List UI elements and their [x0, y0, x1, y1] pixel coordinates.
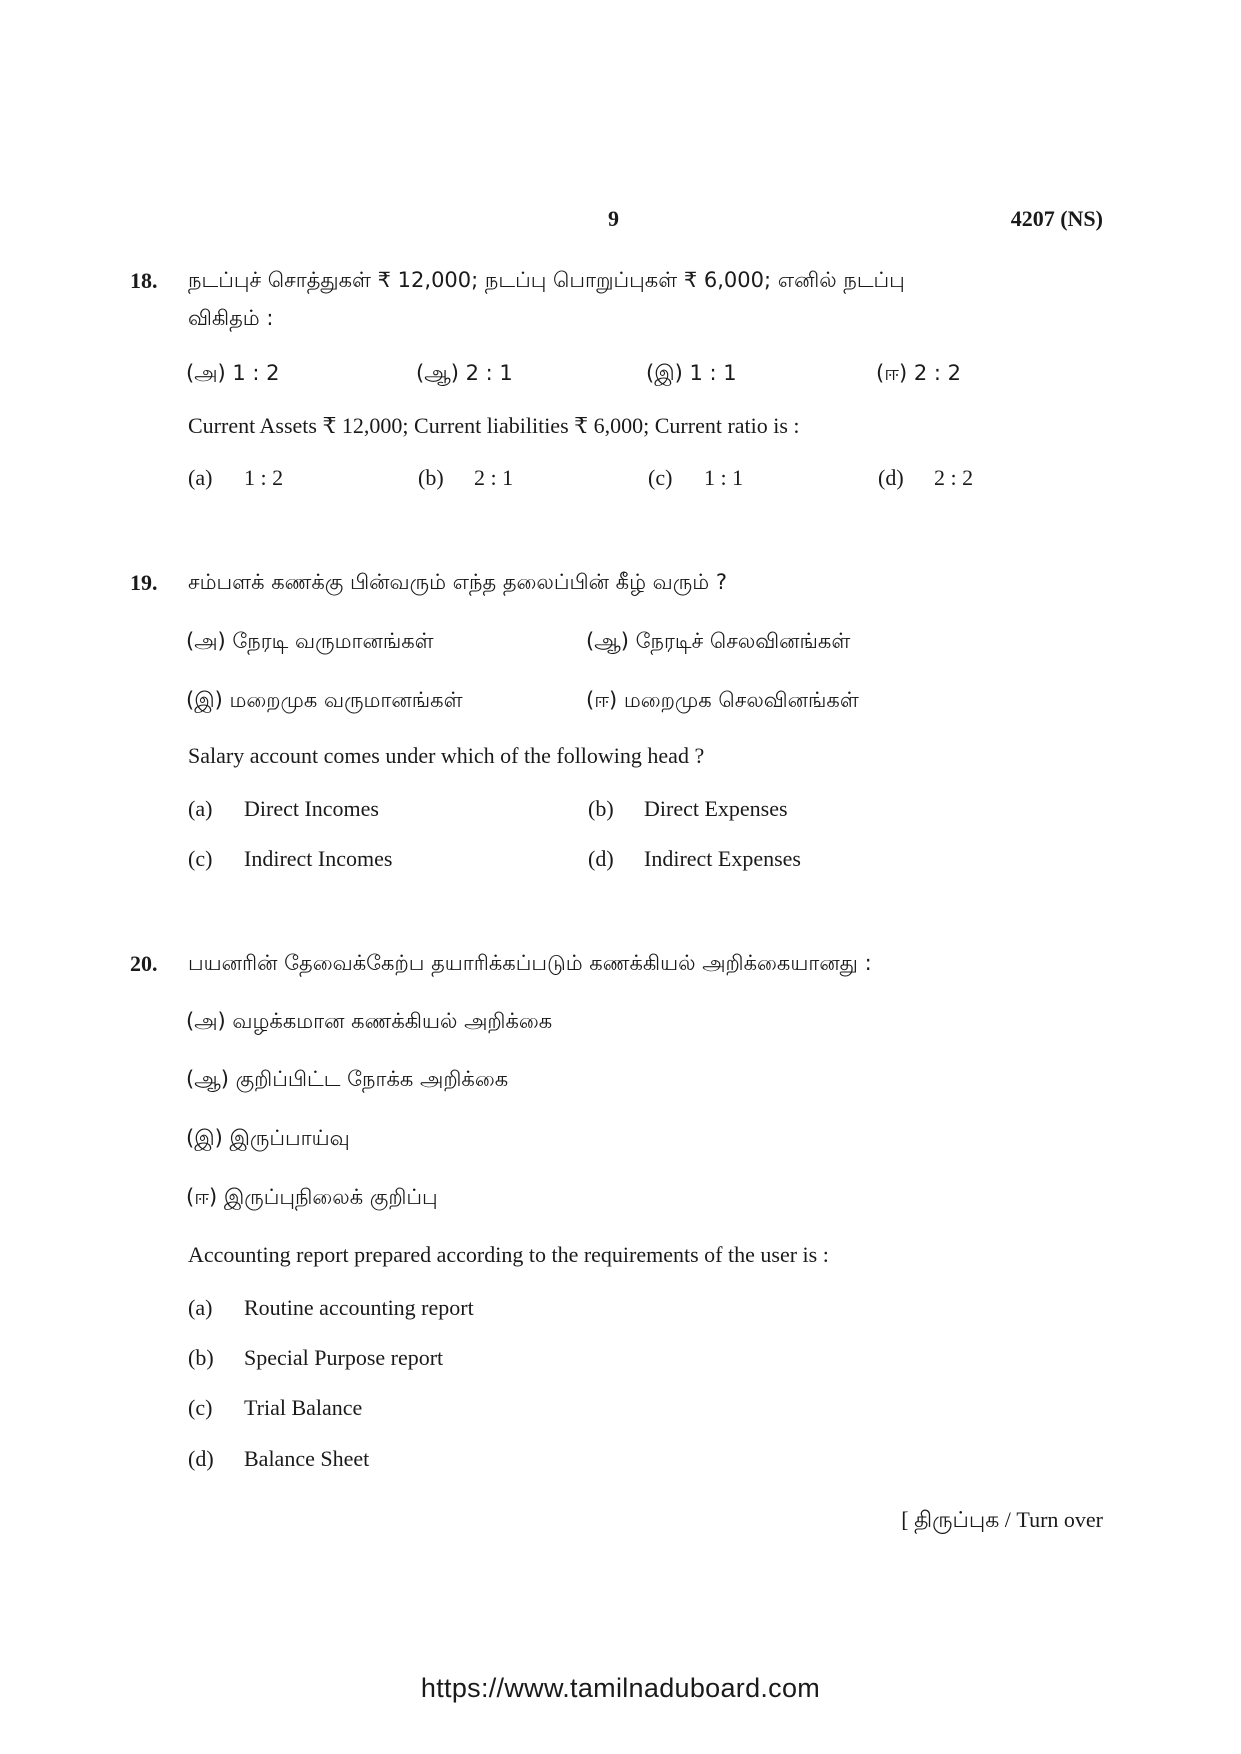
option-tamil-c: (இ) மறைமுக வருமானங்கள்: [186, 688, 463, 712]
option-label-b: (b): [188, 1345, 214, 1370]
option-text-c: 1 : 1: [704, 465, 744, 490]
option-text-d: Balance Sheet: [244, 1446, 370, 1471]
option-label-d: (d): [588, 846, 614, 871]
option-label-b: (b): [418, 465, 444, 490]
option-label-a: (a): [188, 465, 213, 490]
option-text-b: 2 : 1: [474, 465, 514, 490]
question-text-tamil: நடப்புச் சொத்துகள் ₹ 12,000; நடப்பு பொறுப்புகள் ₹ 6,000; எனில் நடப்பு: [188, 268, 905, 292]
turn-over-text: [ திருப்புக / Turn over: [901, 1507, 1103, 1532]
question-text-english: Accounting report prepared according to the requirements of the user is :: [188, 1242, 829, 1267]
option-label-c: (c): [188, 846, 213, 871]
option-text-c: Indirect Incomes: [244, 846, 393, 871]
question-text-tamil-cont: விகிதம் :: [188, 306, 274, 330]
option-text-b: Direct Expenses: [644, 796, 788, 821]
option-text-d: 2 : 2: [934, 465, 974, 490]
option-tamil-b: (ஆ) குறிப்பிட்ட நோக்க அறிக்கை: [186, 1067, 509, 1091]
question-number: 20.: [130, 951, 158, 976]
option-tamil-b: (ஆ) 2 : 1: [416, 361, 513, 385]
option-tamil-d: (ஈ) மறைமுக செலவினங்கள்: [586, 688, 859, 712]
option-text-a: Direct Incomes: [244, 796, 379, 821]
option-text-d: Indirect Expenses: [644, 846, 801, 871]
option-text-a: Routine accounting report: [244, 1295, 474, 1320]
option-tamil-d: (ஈ) 2 : 2: [876, 361, 962, 385]
page-number: 9: [608, 206, 619, 231]
option-label-a: (a): [188, 1295, 213, 1320]
option-text-b: Special Purpose report: [244, 1345, 444, 1370]
question-text-english: Salary account comes under which of the following head ?: [188, 743, 705, 768]
option-tamil-a: (அ) வழக்கமான கணக்கியல் அறிக்கை: [186, 1009, 553, 1033]
question-text-tamil: பயனரின் தேவைக்கேற்ப தயாரிக்கப்படும் கணக்கியல் அறிக்கையானது :: [188, 951, 872, 975]
turn-over-note: [901, 1505, 1103, 1535]
option-label-a: (a): [188, 796, 213, 821]
option-label-d: (d): [878, 465, 904, 490]
option-tamil-b: (ஆ) நேரடிச் செலவினங்கள்: [586, 629, 851, 653]
option-tamil-a: (அ) நேரடி வருமானங்கள்: [186, 629, 434, 653]
option-label-d: (d): [188, 1446, 214, 1471]
paper-code: 4207 (NS): [1010, 206, 1103, 231]
question-number: 18.: [130, 268, 158, 293]
option-label-b: (b): [588, 796, 614, 821]
question-text-english: Current Assets ₹ 12,000; Current liabilities ₹ 6,000; Current ratio is :: [188, 413, 800, 438]
option-label-c: (c): [188, 1395, 213, 1420]
question-number: 19.: [130, 570, 158, 595]
option-tamil-a: (அ) 1 : 2: [186, 361, 280, 385]
option-text-a: 1 : 2: [244, 465, 284, 490]
option-text-c: Trial Balance: [244, 1395, 363, 1420]
option-tamil-c: (இ) இருப்பாய்வு: [186, 1126, 350, 1150]
option-tamil-d: (ஈ) இருப்புநிலைக் குறிப்பு: [186, 1185, 438, 1209]
question-text-tamil: சம்பளக் கணக்கு பின்வரும் எந்த தலைப்பின் கீழ் வரும் ?: [188, 570, 727, 594]
option-tamil-c: (இ) 1 : 1: [646, 361, 737, 385]
option-label-c: (c): [648, 465, 673, 490]
footer-url[interactable]: https://www.tamilnaduboard.com: [420, 1673, 821, 1703]
